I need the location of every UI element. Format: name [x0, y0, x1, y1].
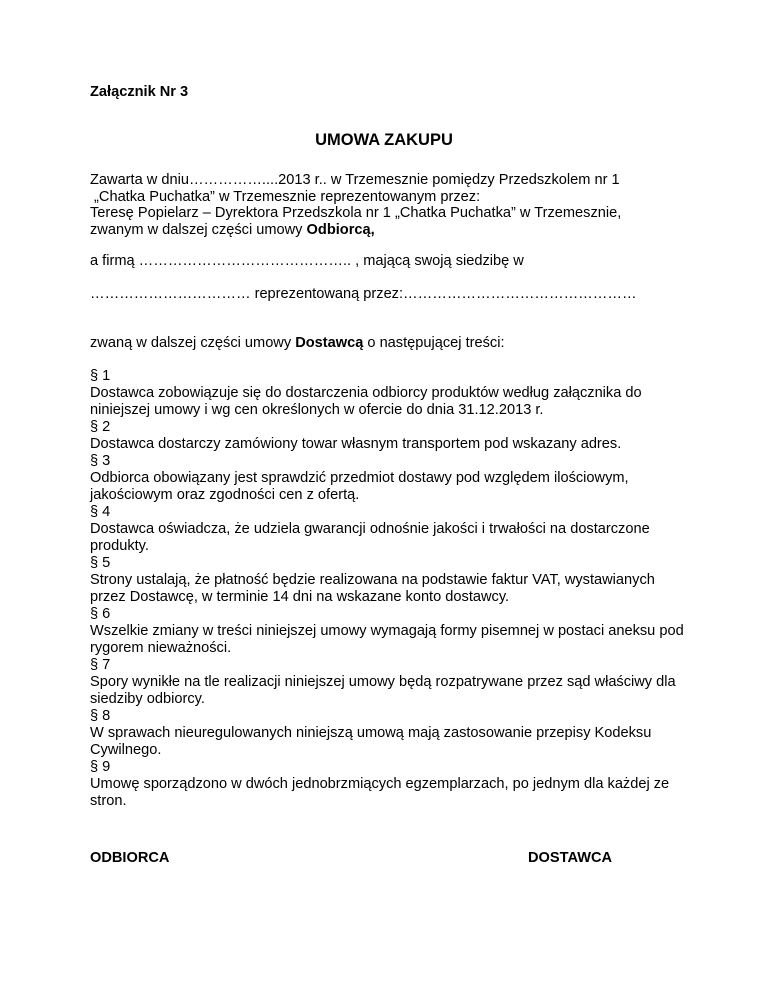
paragraph [90, 759, 690, 810]
paragraph-text: Dostawca zobowiązuje się do dostarczenia odbiorcy produktów według załącznika do niniejszej umowy i wg cen określonych w ofercie do dnia 31.12.2013 r. [90, 385, 642, 418]
paragraph-mark: § 3 [90, 453, 111, 469]
intro-line: „Chatka Puchatka” w Trzemesznie reprezentowanym przez: [90, 188, 481, 205]
document-title: UMOWA ZAKUPU [315, 131, 453, 149]
paragraph-text: W sprawach nieuregulowanych niniejszą umową mają zastosowanie przepisy Kodeksu Cywilnego. [90, 725, 652, 758]
supplier-text-post: o następującej treści: [363, 335, 505, 351]
paragraph-mark: § 4 [90, 504, 111, 520]
paragraph-text: Wszelkie zmiany w treści niniejszej umowy wymagają formy pisemnej w postaci aneksu pod rygorem nieważności. [90, 623, 684, 656]
supplier-line [90, 335, 690, 352]
intro-section [90, 172, 690, 238]
paragraph-text: Spory wynikłe na tle realizacji niniejszej umowy będą rozpatrywane przez sąd właściwy dla siedziby odbiorcy. [90, 674, 676, 707]
paragraph-text: Umowę sporządzono w dwóch jednobrzmiących egzemplarzach, po jednym dla każdej ze stron. [90, 776, 670, 809]
firm-section [90, 253, 690, 270]
paragraph-mark: § 2 [90, 419, 111, 435]
paragraph-mark: § 8 [90, 708, 111, 724]
supplier-section [90, 335, 690, 352]
intro-text: zwanym w dalszej części umowy [90, 221, 307, 238]
representative-line: …………………………… reprezentowaną przez:………………………………………… [90, 286, 637, 302]
representative-section [90, 286, 690, 303]
intro-line: Teresę Popielarz – Dyrektora Przedszkola nr 1 „Chatka Puchatka” w Trzemesznie, [90, 205, 622, 221]
firm-line: a firmą …………………………………….. , mającą swoją siedzibę w [90, 253, 524, 269]
paragraph-text: Strony ustalają, że płatność będzie realizowana na podstawie faktur VAT, wystawianych przez Dostawcę, w terminie 14 dni na wskazane konto dostawcy. [90, 572, 655, 605]
paragraph-mark: § 6 [90, 606, 111, 622]
paragraph [90, 504, 690, 555]
paragraph-text: Dostawca dostarczy zamówiony towar własnym transportem pod wskazany adres. [90, 436, 622, 452]
paragraph [90, 708, 690, 759]
paragraph-mark: § 1 [90, 368, 111, 384]
contract-paragraphs [90, 368, 690, 810]
paragraph [90, 606, 690, 657]
paragraph-text: Odbiorca obowiązany jest sprawdzić przedmiot dostawy pod względem ilościowym, jakościowym oraz zgodności cen z ofertą. [90, 470, 629, 503]
signature-recipient: ODBIORCA [90, 850, 170, 866]
signature-supplier: DOSTAWCA [528, 850, 613, 866]
recipient-term: Odbiorcą, [306, 221, 375, 238]
intro-line: Zawarta w dniu……………....2013 r.. w Trzemesznie pomiędzy Przedszkolem nr 1 [90, 172, 620, 188]
attachment-label: Załącznik Nr 3 [90, 84, 189, 100]
paragraph-text: Dostawca oświadcza, że udziela gwarancji odnośnie jakości i trwałości na dostarczone produkty. [90, 521, 650, 554]
paragraph-mark: § 9 [90, 759, 111, 775]
paragraph [90, 657, 690, 708]
supplier-term: Dostawcą [295, 335, 364, 351]
paragraph-mark: § 7 [90, 657, 111, 673]
paragraph [90, 555, 690, 606]
paragraph [90, 453, 690, 504]
paragraph [90, 368, 690, 419]
paragraph [90, 419, 690, 453]
supplier-text-pre: zwaną w dalszej części umowy [90, 335, 296, 351]
intro-line [90, 222, 690, 239]
paragraph-mark: § 5 [90, 555, 111, 571]
